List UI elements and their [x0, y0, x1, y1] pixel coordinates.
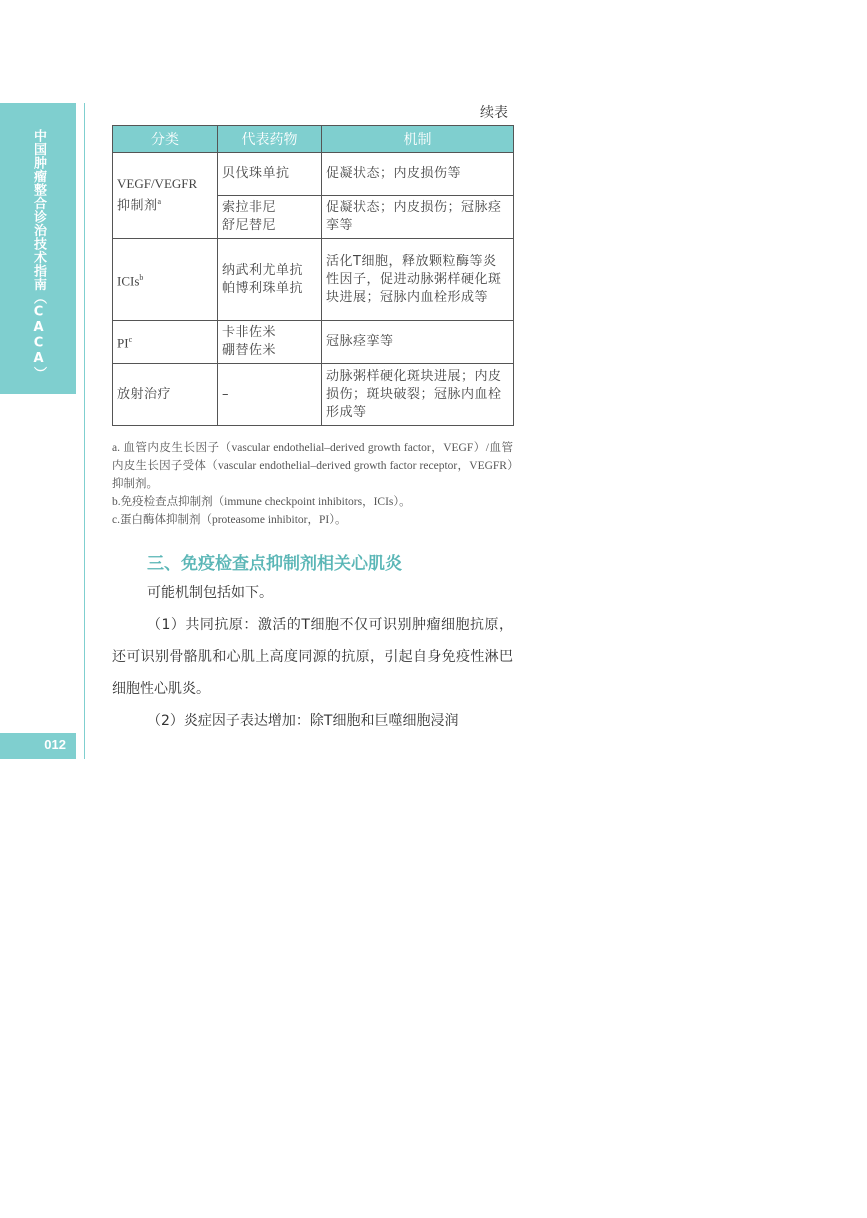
category-cell: [113, 153, 218, 239]
sidebar-title: 中国肿瘤整合诊治技术指南（CACA）: [31, 129, 46, 380]
header-drugs: 代表药物: [218, 126, 322, 153]
footnote-a: a. 血管内皮生长因子（vascular endothelial–derived growth factor，VEGF）/血管内皮生长因子受体（vascular endothelial–derived growth factor receptor，VEGFR）抑制剂。: [112, 442, 513, 490]
mechanism-cell: 促凝状态；内皮损伤；冠脉痉挛等: [322, 196, 514, 239]
category-cell: 放射治疗: [113, 364, 218, 426]
table-row: [113, 321, 514, 364]
drugs-cell: –: [218, 364, 322, 426]
table-footnotes: [112, 439, 513, 529]
continued-table-label: 续表: [480, 105, 508, 121]
drugs-cell: 纳武利尤单抗 帕博利珠单抗: [218, 239, 322, 321]
mechanism-cell: 冠脉痉挛等: [322, 321, 514, 364]
drugs-cell: 索拉非尼 舒尼替尼: [218, 196, 322, 239]
paragraph: 可能机制包括如下。: [147, 585, 273, 601]
mechanism-cell: 促凝状态；内皮损伤等: [322, 153, 514, 196]
table-row: [113, 364, 514, 426]
page-number-tab: [0, 733, 76, 759]
mechanism-table: [112, 125, 514, 426]
category-name: ICIs: [117, 273, 140, 289]
footnote-marker: a: [157, 197, 162, 207]
drugs-cell: 贝伐珠单抗: [218, 153, 322, 196]
footnote-c: c.蛋白酶体抑制剂（proteasome inhibitor，PI）。: [112, 514, 347, 526]
mechanism-cell: 活化T细胞，释放颗粒酶等炎性因子，促进动脉粥样硬化斑块进展；冠脉内血栓形成等: [322, 239, 514, 321]
section-heading: 三、免疫检查点抑制剂相关心肌炎: [147, 554, 402, 574]
table-header-row: [113, 126, 514, 153]
header-mechanism: 机制: [322, 126, 514, 153]
category-suffix: 抑制剂: [117, 198, 158, 214]
category-cell: [113, 321, 218, 364]
margin-rule: [84, 103, 85, 759]
paragraph: （1）共同抗原：激活的T细胞不仅可识别肿瘤细胞抗原，还可识别骨骼肌和心肌上高度同源的抗原，引起自身免疫性淋巴细胞性心肌炎。: [112, 617, 513, 697]
sidebar-tab: [0, 103, 76, 394]
category-cell: [113, 239, 218, 321]
table-row: [113, 153, 514, 196]
drugs-cell: 卡非佐米 硼替佐米: [218, 321, 322, 364]
footnote-marker: b: [139, 272, 144, 282]
footnote-marker: c: [128, 335, 133, 345]
section-body: [112, 577, 513, 737]
header-category: 分类: [113, 126, 218, 153]
footnote-b: b.免疫检查点抑制剂（immune checkpoint inhibitors，ICIs）。: [112, 496, 411, 508]
category-name: VEGF/VEGFR: [117, 176, 198, 192]
paragraph: （2）炎症因子表达增加：除T细胞和巨噬细胞浸润: [147, 713, 459, 729]
table-row: [113, 239, 514, 321]
mechanism-cell: 动脉粥样硬化斑块进展；内皮损伤；斑块破裂；冠脉内血栓形成等: [322, 364, 514, 426]
category-name: PI: [117, 335, 129, 351]
page-number: 012: [44, 737, 66, 752]
